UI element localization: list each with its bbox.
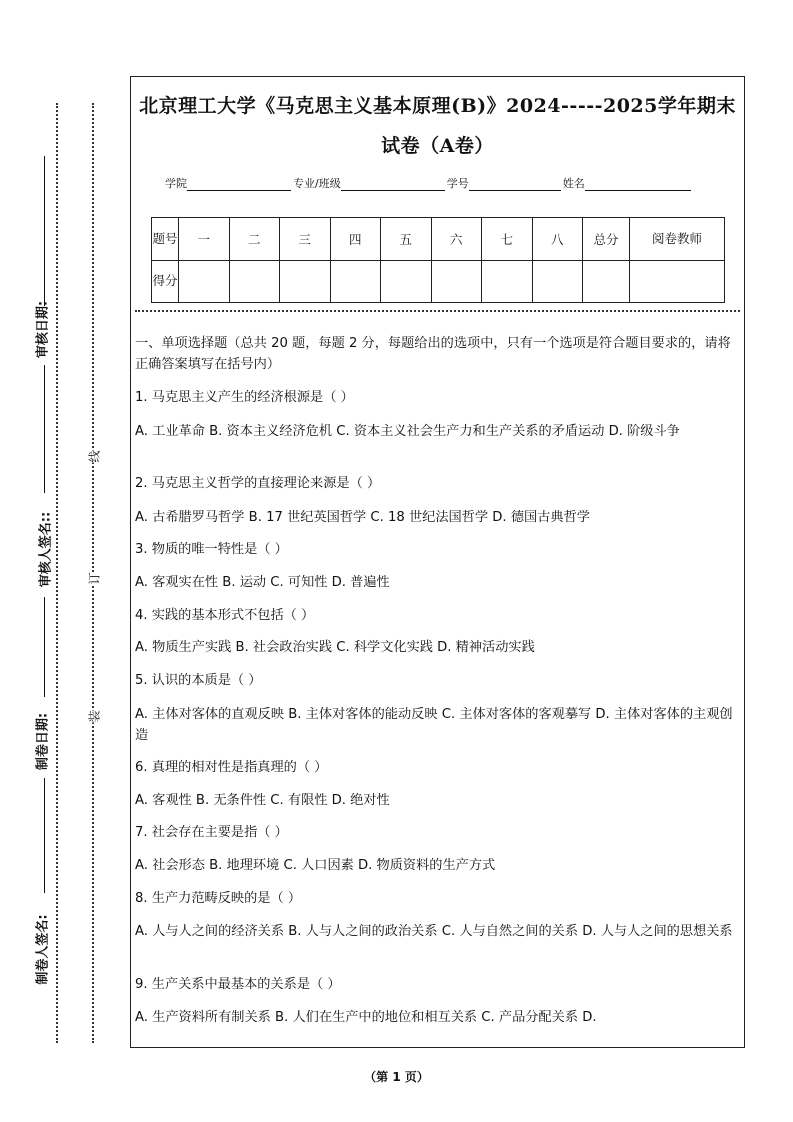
score-cell[interactable] bbox=[431, 260, 482, 303]
student-id-label: 学号 bbox=[446, 177, 469, 190]
header-cell: 三 bbox=[280, 218, 331, 261]
binding-fit-char: 装 bbox=[87, 710, 102, 723]
question-9-options: A. 生产资料所有制关系 B. 人们在生产中的地位和相互关系 C. 产品分配关系 D. bbox=[135, 1010, 597, 1025]
question-8: 8. 生产力范畴反映的是（ ） bbox=[135, 891, 302, 906]
question-8-options: A. 人与人之间的经济关系 B. 人与人之间的政治关系 C. 人与自然之间的关系 D. 人与人之间的思想关系 bbox=[135, 924, 733, 939]
question-4-options: A. 物质生产实践 B. 社会政治实践 C. 科学文化实践 D. 精神活动实践 bbox=[135, 640, 535, 655]
review-signer-label: 审核人签名:: bbox=[38, 511, 54, 588]
question-3-options: A. 客观实在性 B. 运动 C. 可知性 D. 普遍性 bbox=[135, 575, 390, 590]
exam-title-line1: 北京理工大学《马克思主义基本原理(B)》2024-----2025学年期末 bbox=[139, 95, 736, 117]
question-3: 3. 物质的唯一特性是（ ） bbox=[135, 542, 288, 557]
review-date-blank bbox=[44, 156, 45, 306]
binding-line-char: 线 bbox=[87, 450, 102, 463]
header-cell: 一 bbox=[179, 218, 230, 261]
header-cell: 五 bbox=[381, 218, 432, 261]
score-cell[interactable] bbox=[280, 260, 331, 303]
make-date-label: 制卷日期: bbox=[35, 712, 51, 771]
question-5-options: A. 主体对客体的直观反映 B. 主体对客体的能动反映 C. 主体对客体的客观摹写 D. 主体对客体的主观创造 bbox=[135, 707, 733, 743]
student-id-blank[interactable] bbox=[469, 178, 561, 191]
header-cell: 六 bbox=[431, 218, 482, 261]
header-cell-question: 题号 bbox=[152, 218, 179, 261]
major-blank[interactable] bbox=[341, 178, 445, 191]
score-table bbox=[151, 217, 725, 303]
score-cell[interactable] bbox=[482, 260, 533, 303]
score-row-label: 得分 bbox=[152, 260, 179, 303]
question-2: 2. 马克思主义哲学的直接理论来源是（ ） bbox=[135, 476, 381, 491]
score-cell[interactable] bbox=[330, 260, 381, 303]
score-cell[interactable] bbox=[229, 260, 280, 303]
review-date-label: 审核日期: bbox=[35, 300, 51, 359]
header-cell: 四 bbox=[330, 218, 381, 261]
score-cell[interactable] bbox=[532, 260, 583, 303]
question-6: 6. 真理的相对性是指真理的（ ） bbox=[135, 760, 328, 775]
header-cell: 二 bbox=[229, 218, 280, 261]
review-signer-blank bbox=[44, 365, 45, 493]
question-4: 4. 实践的基本形式不包括（ ） bbox=[135, 608, 315, 623]
college-label: 学院 bbox=[165, 177, 187, 190]
binding-dotted-line-outer bbox=[56, 103, 58, 1043]
question-6-options: A. 客观性 B. 无条件性 C. 有限性 D. 绝对性 bbox=[135, 793, 390, 808]
score-cell[interactable] bbox=[179, 260, 230, 303]
page-number: （第 1 页） bbox=[364, 1070, 429, 1084]
name-label: 姓名 bbox=[562, 177, 585, 190]
exam-frame bbox=[130, 76, 745, 1048]
binding-bind-char: 订 bbox=[87, 572, 102, 585]
question-1-options: A. 工业革命 B. 资本主义经济危机 C. 资本主义社会生产力和生产关系的矛盾运动 D. 阶级斗争 bbox=[135, 424, 680, 439]
student-info-row bbox=[165, 175, 693, 191]
make-date-blank bbox=[44, 597, 45, 697]
section1-heading: 一、单项选择题（总共 20 题，每题 2 分，每题给出的选项中，只有一个选项是符合题目要求的，请将正确答案填写在括号内） bbox=[135, 336, 731, 372]
question-2-options: A. 古希腊罗马哲学 B. 17 世纪英国哲学 C. 18 世纪法国哲学 D. 德国古典哲学 bbox=[135, 510, 590, 525]
question-7-options: A. 社会形态 B. 地理环境 C. 人口因素 D. 物质资料的生产方式 bbox=[135, 858, 496, 873]
score-cell[interactable] bbox=[630, 260, 725, 303]
question-1: 1. 马克思主义产生的经济根源是（ ） bbox=[135, 390, 354, 405]
college-blank[interactable] bbox=[187, 178, 291, 191]
question-7: 7. 社会存在主要是指（ ） bbox=[135, 825, 288, 840]
make-signer-label: 制卷人签名: bbox=[35, 914, 51, 985]
header-cell-grader: 阅卷教师 bbox=[630, 218, 725, 261]
header-cell: 八 bbox=[532, 218, 583, 261]
score-cell[interactable] bbox=[583, 260, 630, 303]
make-signer-blank bbox=[44, 778, 45, 893]
question-9: 9. 生产关系中最基本的关系是（ ） bbox=[135, 977, 341, 992]
header-cell: 七 bbox=[482, 218, 533, 261]
header-cell-total: 总分 bbox=[583, 218, 630, 261]
exam-title-line2: 试卷（A卷） bbox=[381, 135, 494, 157]
score-cell[interactable] bbox=[381, 260, 432, 303]
major-label: 专业/班级 bbox=[293, 177, 341, 190]
name-blank[interactable] bbox=[585, 178, 691, 191]
question-5: 5. 认识的本质是（ ） bbox=[135, 673, 262, 688]
dotted-separator bbox=[135, 310, 740, 312]
